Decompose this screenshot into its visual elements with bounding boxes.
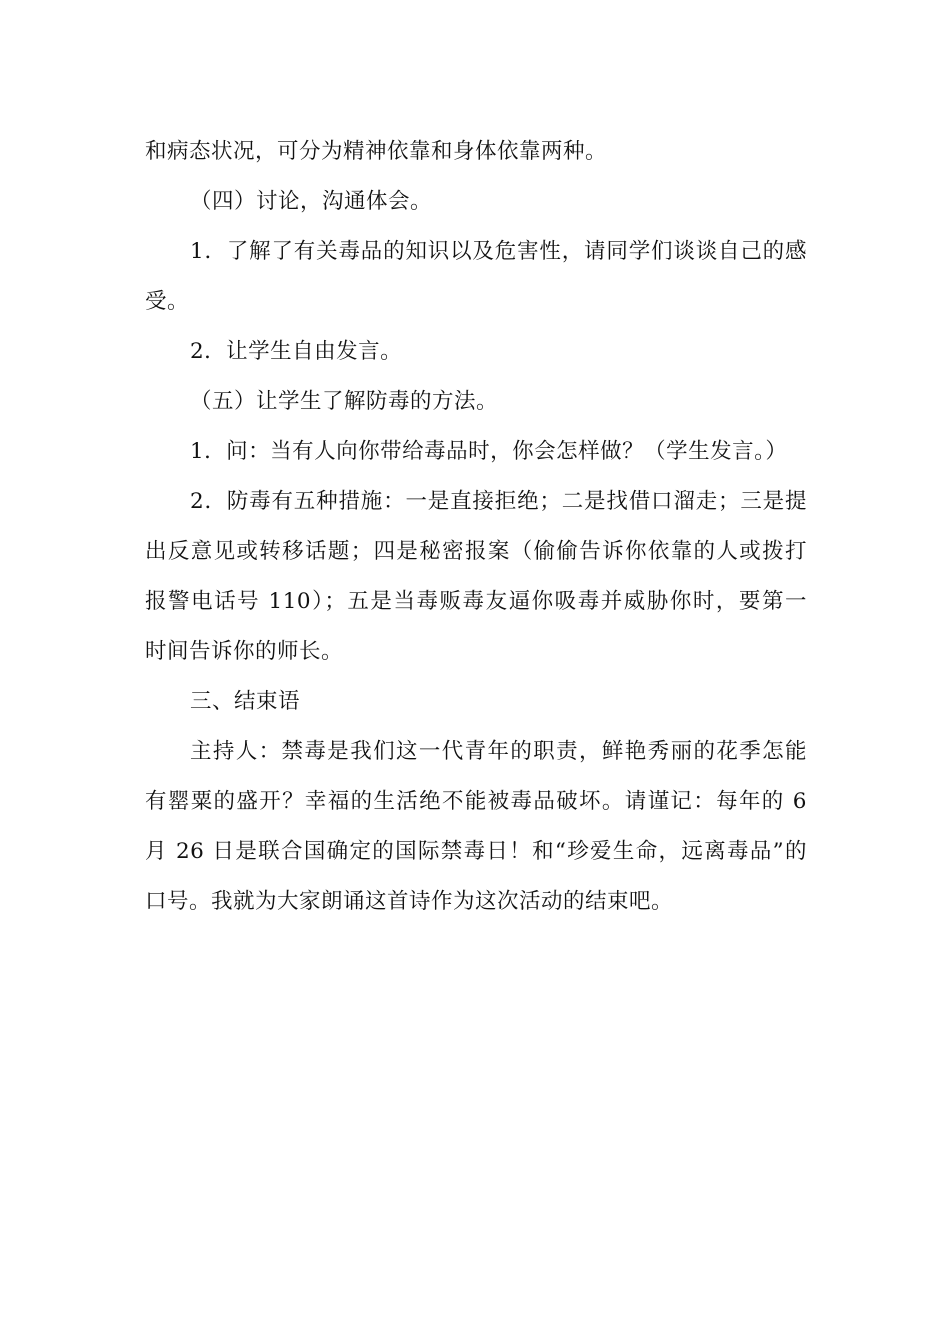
section-heading-prevention: （五）让学生了解防毒的方法。 bbox=[190, 389, 499, 414]
host-speech-line-3: 月 26 日是联合国确定的国际禁毒日！和“珍爱生命，远离毒品”的 bbox=[145, 839, 807, 864]
prevention-item-2-line-1: 2．防毒有五种措施：一是直接拒绝；二是找借口溜走；三是提 bbox=[190, 489, 807, 514]
prevention-item-2-line-2: 出反意见或转移话题；四是秘密报案（偷偷告诉你依靠的人或拨打 bbox=[145, 539, 807, 564]
section-heading-discussion: （四）讨论，沟通体会。 bbox=[190, 189, 433, 214]
list-item-1-line-1: 1．了解了有关毒品的知识以及危害性，请同学们谈谈自己的感 bbox=[190, 239, 807, 264]
prevention-item-2-line-3: 报警电话号 110）；五是当毒贩毒友逼你吸毒并威胁你时，要第一 bbox=[145, 589, 807, 614]
list-item-2: 2．让学生自由发言。 bbox=[190, 339, 403, 364]
section-heading-conclusion: 三、结束语 bbox=[190, 689, 301, 714]
host-speech-line-2: 有罂粟的盛开？幸福的生活绝不能被毒品破坏。请谨记：每年的 6 bbox=[145, 789, 807, 814]
document-body bbox=[145, 127, 807, 927]
prevention-item-2-line-4: 时间告诉你的师长。 bbox=[145, 639, 344, 664]
host-speech-line-4: 口号。我就为大家朗诵这首诗作为这次活动的结束吧。 bbox=[145, 889, 674, 914]
host-speech-line-1: 主持人：禁毒是我们这一代青年的职责，鲜艳秀丽的花季怎能 bbox=[190, 739, 807, 764]
list-item-1-line-2: 受。 bbox=[145, 289, 190, 314]
paragraph-line-continuation: 和病态状况，可分为精神依靠和身体依靠两种。 bbox=[145, 139, 608, 164]
prevention-item-1: 1．问：当有人向你带给毒品时，你会怎样做？（学生发言。） bbox=[190, 439, 788, 464]
